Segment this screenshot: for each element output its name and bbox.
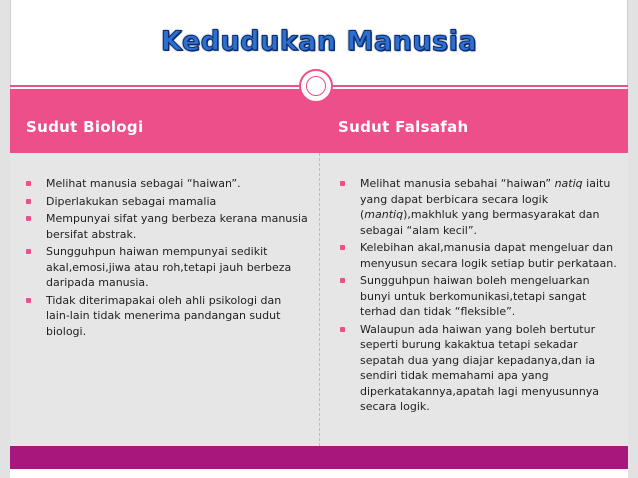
bullet-icon [340,278,345,283]
bullet-list-falsafah [340,176,618,417]
list-item-text: Melihat manusia sebagai “haiwan”. [46,177,241,190]
bullet-list-biologi [26,176,308,341]
list-item-text: Mempunyai sifat yang berbeza kerana manusia bersifat abstrak. [46,212,308,241]
list-item [26,211,308,242]
list-item [340,176,618,238]
list-item-text-italic: mantiq [364,208,404,221]
list-item-text: Walaupun ada haiwan yang boleh bertutur seperti burung kakaktua tetapi sekadar sepatah dua yang diajar kepadanya,dan ia sendiri tidak memahami apa yang diperkatakannya,apatah lagi menyusunnya secara logik. [360,322,600,413]
slide-title: Kedudukan Manusia [160,26,478,57]
list-item [340,322,618,415]
circle-ornament-inner [306,76,326,96]
list-item-text: Tidak diterimapakai oleh ahli psikologi dan lain-lain tidak menerima pandangan sudut biologi. [46,293,282,338]
bullet-icon [26,181,31,186]
list-item [26,176,308,192]
list-item-text: Sungguhpun haiwan mempunyai sedikit akal,emosi,jiwa atau roh,tetapi jauh berbeza daripada manusia. [46,245,292,289]
list-item [340,273,618,320]
list-item-text: iaitu yang dapat berbicara secara logik ( [360,177,611,221]
list-item [26,293,308,340]
bullet-icon [26,199,31,204]
list-item [26,194,308,210]
list-item [340,240,618,271]
bullet-icon [340,327,345,332]
right-frame-bar [627,0,638,478]
list-item-text: Diperlakukan sebagai mamalia [46,194,217,208]
bullet-icon [340,181,345,186]
list-item-text: Melihat manusia sebahai “haiwan” [360,177,555,190]
column-heading-biologi: Sudut Biologi [26,118,144,136]
column-divider [319,153,320,446]
bullet-icon [340,245,345,250]
footer-band [10,446,628,469]
list-item-text: Sungguhpun haiwan boleh mengeluarkan bunyi untuk berkomunikasi,tetapi sangat terhad dan tidak “fleksible”. [360,274,590,318]
bullet-icon [26,249,31,254]
list-item [26,244,308,291]
list-item-text: Kelebihan akal,manusia dapat mengeluar dan menyusun secara logik setiap butir perkataan. [360,241,617,270]
column-heading-falsafah: Sudut Falsafah [338,118,469,136]
list-item-text-italic: natiq [554,177,583,190]
bullet-icon [26,298,31,303]
footer-strip [10,469,628,478]
circle-ornament-icon [299,69,333,103]
list-item-text: ),makhluk yang bermasyarakat dan sebagai “alam kecil”. [360,208,600,237]
bullet-icon [26,216,31,221]
